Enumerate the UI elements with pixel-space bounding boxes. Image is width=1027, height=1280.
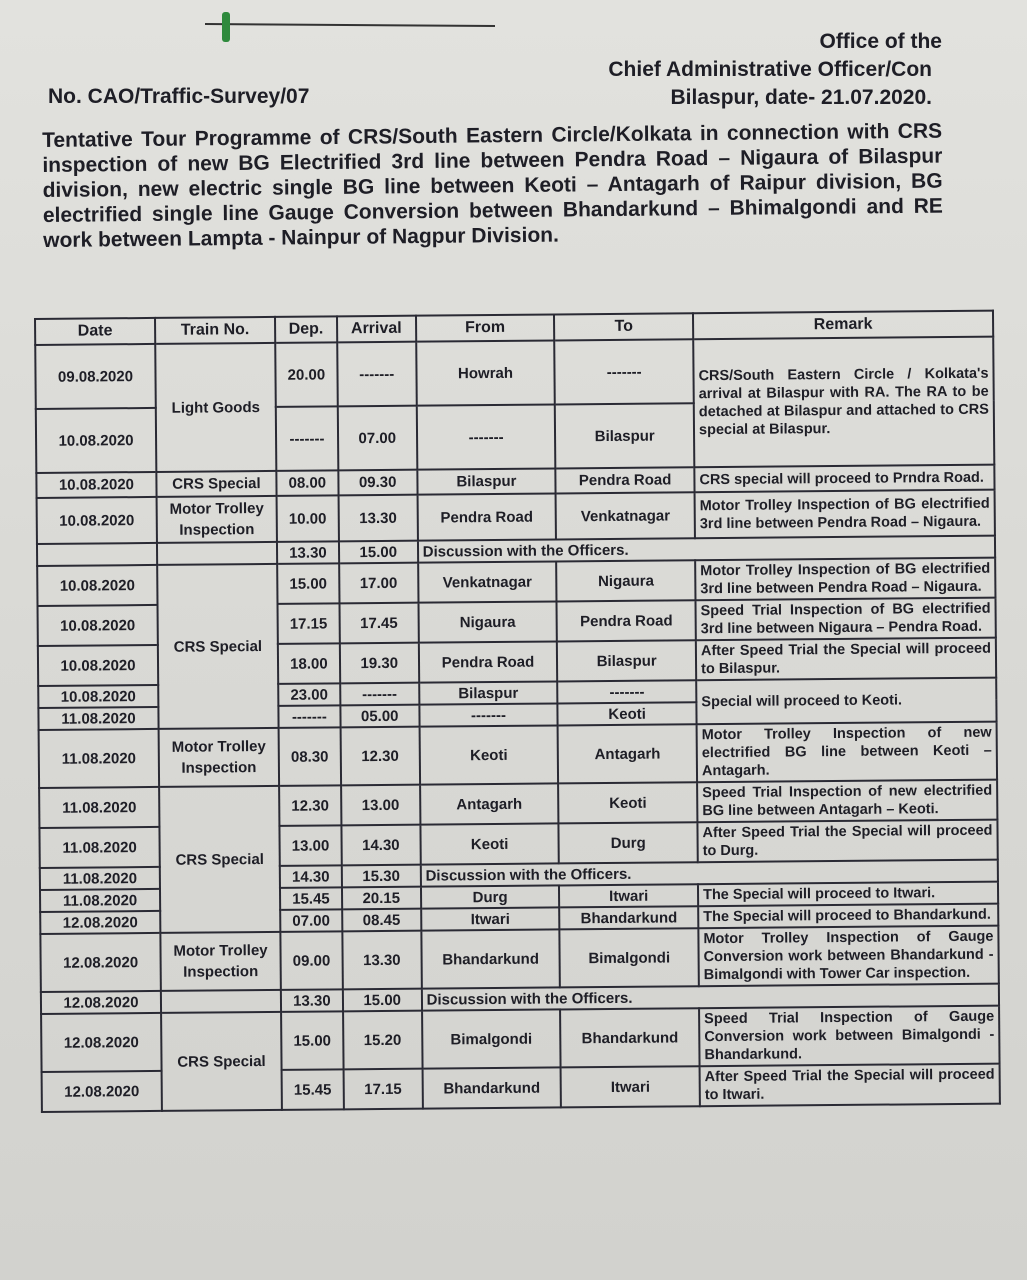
- table-body: [35, 337, 1000, 1112]
- arrival-cell: 13.30: [338, 495, 417, 542]
- from-cell: Itwari: [421, 907, 560, 930]
- arrival-cell: 13.30: [342, 931, 421, 990]
- train-cell: CRS Special: [156, 471, 276, 497]
- date-cell: 11.08.2020: [38, 707, 158, 730]
- departure-cell: 10.00: [277, 495, 339, 542]
- date-cell: 09.08.2020: [35, 344, 156, 409]
- date-cell: 10.08.2020: [38, 685, 158, 708]
- office-line: Chief Administrative Officer/Con: [608, 58, 932, 81]
- from-cell: Venkatnagar: [418, 561, 557, 602]
- date-cell: 11.08.2020: [39, 827, 159, 868]
- arrival-cell: 17.15: [343, 1069, 422, 1110]
- from-cell: Bhandarkund: [422, 1067, 561, 1108]
- train-cell: Motor Trolley Inspection: [157, 496, 277, 543]
- remark-cell: Motor Trolley Inspection of Gauge Conversion work between Bhandarkund - Bimalgondi with Tower Car inspection.: [698, 926, 998, 987]
- column-header-from: From: [416, 314, 555, 341]
- table-row: [35, 337, 994, 409]
- remark-cell: Speed Trial Inspection of Gauge Conversion work between Bimalgondi - Bhandarkund.: [699, 1006, 999, 1067]
- to-cell: Keoti: [558, 702, 697, 725]
- remark-cell: Motor Trolley Inspection of BG electrified 3rd line between Pendra Road – Nigaura.: [695, 490, 995, 539]
- train-cell: Motor Trolley Inspection: [159, 728, 280, 787]
- arrival-cell: 17.45: [339, 603, 418, 644]
- remark-cell: After Speed Trial the Special will proceed to Durg.: [697, 820, 997, 863]
- date-cell: [37, 543, 157, 566]
- train-cell: Light Goods: [155, 343, 276, 472]
- arrival-cell: 14.30: [341, 825, 420, 866]
- arrival-cell: 13.00: [341, 785, 420, 826]
- column-header-date: Date: [35, 318, 155, 345]
- departure-cell: 07.00: [280, 909, 342, 932]
- arrival-cell: -------: [340, 683, 419, 706]
- departure-cell: 15.45: [280, 887, 342, 910]
- to-cell: Antagarh: [558, 724, 697, 783]
- arrival-cell: 07.00: [338, 406, 417, 471]
- date-cell: 11.08.2020: [40, 867, 160, 890]
- column-header-dep: Dep.: [275, 316, 337, 343]
- discussion-cell: Discussion with the Officers.: [420, 860, 997, 887]
- from-cell: Pendra Road: [419, 641, 558, 682]
- from-cell: Bilaspur: [417, 468, 556, 494]
- to-cell: Itwari: [559, 884, 698, 907]
- departure-cell: 18.00: [278, 643, 340, 684]
- to-cell: -------: [558, 680, 697, 703]
- from-cell: Howrah: [416, 340, 555, 405]
- date-cell: 12.08.2020: [40, 911, 160, 934]
- subject-paragraph: Tentative Tour Programme of CRS/South Eastern Circle/Kolkata in connection with CRS inspection of new BG Electrified 3rd line between Pendra Road – Nigaura of Bilaspur division, new electric single BG line between Keoti – Antagarh of Raipur division, BG electrified single line Gauge Conversion between Bhandarkund – Bhimalgondi and RE work between Lampta - Nainpur of Nagpur Division.: [42, 119, 943, 252]
- to-cell: Nigaura: [556, 560, 695, 601]
- arrival-cell: 19.30: [340, 643, 419, 684]
- date-cell: 10.08.2020: [37, 497, 157, 544]
- train-cell: [157, 542, 277, 565]
- departure-cell: -------: [276, 406, 338, 471]
- departure-cell: 13.30: [277, 541, 339, 564]
- remark-cell: After Speed Trial the Special will proceed to Itwari.: [700, 1064, 1000, 1107]
- date-cell: 11.08.2020: [39, 787, 159, 828]
- arrival-cell: 15.20: [343, 1011, 422, 1070]
- to-cell: Durg: [559, 822, 698, 863]
- column-header-remark: Remark: [693, 311, 993, 340]
- remark-cell: The Special will proceed to Itwari.: [698, 882, 998, 907]
- departure-cell: 23.00: [278, 683, 340, 706]
- departure-cell: 13.00: [279, 825, 341, 866]
- departure-cell: 17.15: [278, 603, 340, 644]
- remark-cell: Speed Trial Inspection of new electrified BG line between Antagarh – Keoti.: [697, 780, 997, 823]
- arrival-cell: 15.30: [342, 865, 421, 888]
- departure-cell: 08.00: [276, 470, 338, 496]
- departure-cell: 08.30: [279, 727, 341, 786]
- departure-cell: 15.00: [281, 1011, 343, 1070]
- remark-cell: After Speed Trial the Special will proceed to Bilaspur.: [696, 638, 996, 681]
- departure-cell: 15.45: [282, 1069, 344, 1110]
- from-cell: -------: [416, 404, 555, 469]
- pen-line: [205, 23, 495, 27]
- to-cell: Bhandarkund: [559, 906, 698, 929]
- arrival-cell: 15.00: [343, 989, 422, 1012]
- from-cell: Nigaura: [418, 601, 557, 642]
- departure-cell: 20.00: [275, 342, 337, 407]
- departure-cell: 13.30: [281, 989, 343, 1012]
- discussion-cell: Discussion with the Officers.: [418, 536, 995, 563]
- to-cell: Bimalgondi: [560, 928, 699, 987]
- date-cell: 12.08.2020: [41, 1013, 162, 1072]
- arrival-cell: 12.30: [340, 727, 419, 786]
- train-cell: CRS Special: [159, 786, 280, 933]
- to-cell: Pendra Road: [557, 600, 696, 641]
- arrival-cell: 15.00: [339, 541, 418, 564]
- from-cell: -------: [419, 703, 558, 726]
- date-cell: 11.08.2020: [39, 729, 160, 788]
- arrival-cell: 20.15: [342, 887, 421, 910]
- office-line: Office of the: [819, 30, 942, 53]
- arrival-cell: 08.45: [342, 909, 421, 932]
- to-cell: Bilaspur: [557, 640, 696, 681]
- remark-cell: Speed Trial Inspection of BG electrified 3rd line between Nigaura – Pendra Road.: [695, 598, 995, 641]
- from-cell: Keoti: [419, 725, 558, 784]
- column-header-to: To: [554, 313, 693, 340]
- to-cell: Venkatnagar: [556, 492, 695, 539]
- from-cell: Bilaspur: [419, 681, 558, 704]
- to-cell: Bilaspur: [555, 403, 694, 468]
- tour-programme-table: [34, 310, 1001, 1113]
- departure-cell: 14.30: [280, 865, 342, 888]
- date-cell: 10.08.2020: [36, 472, 156, 498]
- train-cell: CRS Special: [161, 1012, 282, 1111]
- office-address: [608, 28, 942, 112]
- from-cell: Bhandarkund: [421, 929, 560, 988]
- date-cell: 10.08.2020: [38, 645, 158, 686]
- green-pin-mark: [222, 12, 230, 42]
- remark-cell: Motor Trolley Inspection of new electrified BG line between Keoti – Antagarh.: [697, 722, 997, 783]
- from-cell: Keoti: [420, 823, 559, 864]
- departure-cell: 12.30: [279, 785, 341, 826]
- from-cell: Durg: [421, 885, 560, 908]
- arrival-cell: 09.30: [338, 470, 417, 496]
- discussion-cell: Discussion with the Officers.: [422, 984, 999, 1011]
- to-cell: Bhandarkund: [560, 1008, 699, 1067]
- from-cell: Bimalgondi: [422, 1009, 561, 1068]
- arrival-cell: 17.00: [339, 563, 418, 604]
- date-cell: 10.08.2020: [37, 565, 157, 606]
- column-header-train-no: Train No.: [155, 317, 275, 344]
- remark-cell: Special will proceed to Keoti.: [696, 678, 996, 725]
- departure-cell: 09.00: [280, 931, 342, 990]
- remark-cell: CRS/South Eastern Circle / Kolkata's arrival at Bilaspur with RA. The RA to be detached at Bilaspur and attached to CRS special at Bilaspur.: [693, 337, 994, 468]
- to-cell: Pendra Road: [556, 467, 695, 493]
- office-line: Bilaspur, date- 21.07.2020.: [670, 86, 932, 109]
- from-cell: Pendra Road: [417, 493, 556, 540]
- arrival-cell: -------: [337, 342, 416, 407]
- arrival-cell: 05.00: [340, 705, 419, 728]
- table-row: [41, 1006, 999, 1072]
- train-cell: [161, 990, 281, 1013]
- departure-cell: -------: [278, 705, 340, 728]
- date-cell: 12.08.2020: [42, 1071, 162, 1112]
- column-header-arrival: Arrival: [337, 316, 416, 343]
- from-cell: Antagarh: [420, 783, 559, 824]
- date-cell: 10.08.2020: [36, 408, 157, 473]
- date-cell: 11.08.2020: [40, 889, 160, 912]
- remark-cell: CRS special will proceed to Prndra Road.: [694, 465, 994, 493]
- date-cell: 12.08.2020: [41, 991, 161, 1014]
- departure-cell: 15.00: [277, 563, 339, 604]
- date-cell: 10.08.2020: [38, 605, 158, 646]
- remark-cell: The Special will proceed to Bhandarkund.: [698, 904, 998, 929]
- to-cell: Keoti: [558, 782, 697, 823]
- table-row: [40, 926, 998, 992]
- to-cell: -------: [555, 339, 694, 404]
- table-row: [37, 490, 995, 544]
- remark-cell: Motor Trolley Inspection of BG electrified 3rd line between Pendra Road – Nigaura.: [695, 558, 995, 601]
- train-cell: Motor Trolley Inspection: [160, 932, 281, 991]
- reference-number: No. CAO/Traffic-Survey/07: [48, 85, 310, 108]
- table-row: [39, 722, 997, 788]
- to-cell: Itwari: [561, 1066, 700, 1107]
- train-cell: CRS Special: [157, 564, 278, 729]
- date-cell: 12.08.2020: [40, 933, 161, 992]
